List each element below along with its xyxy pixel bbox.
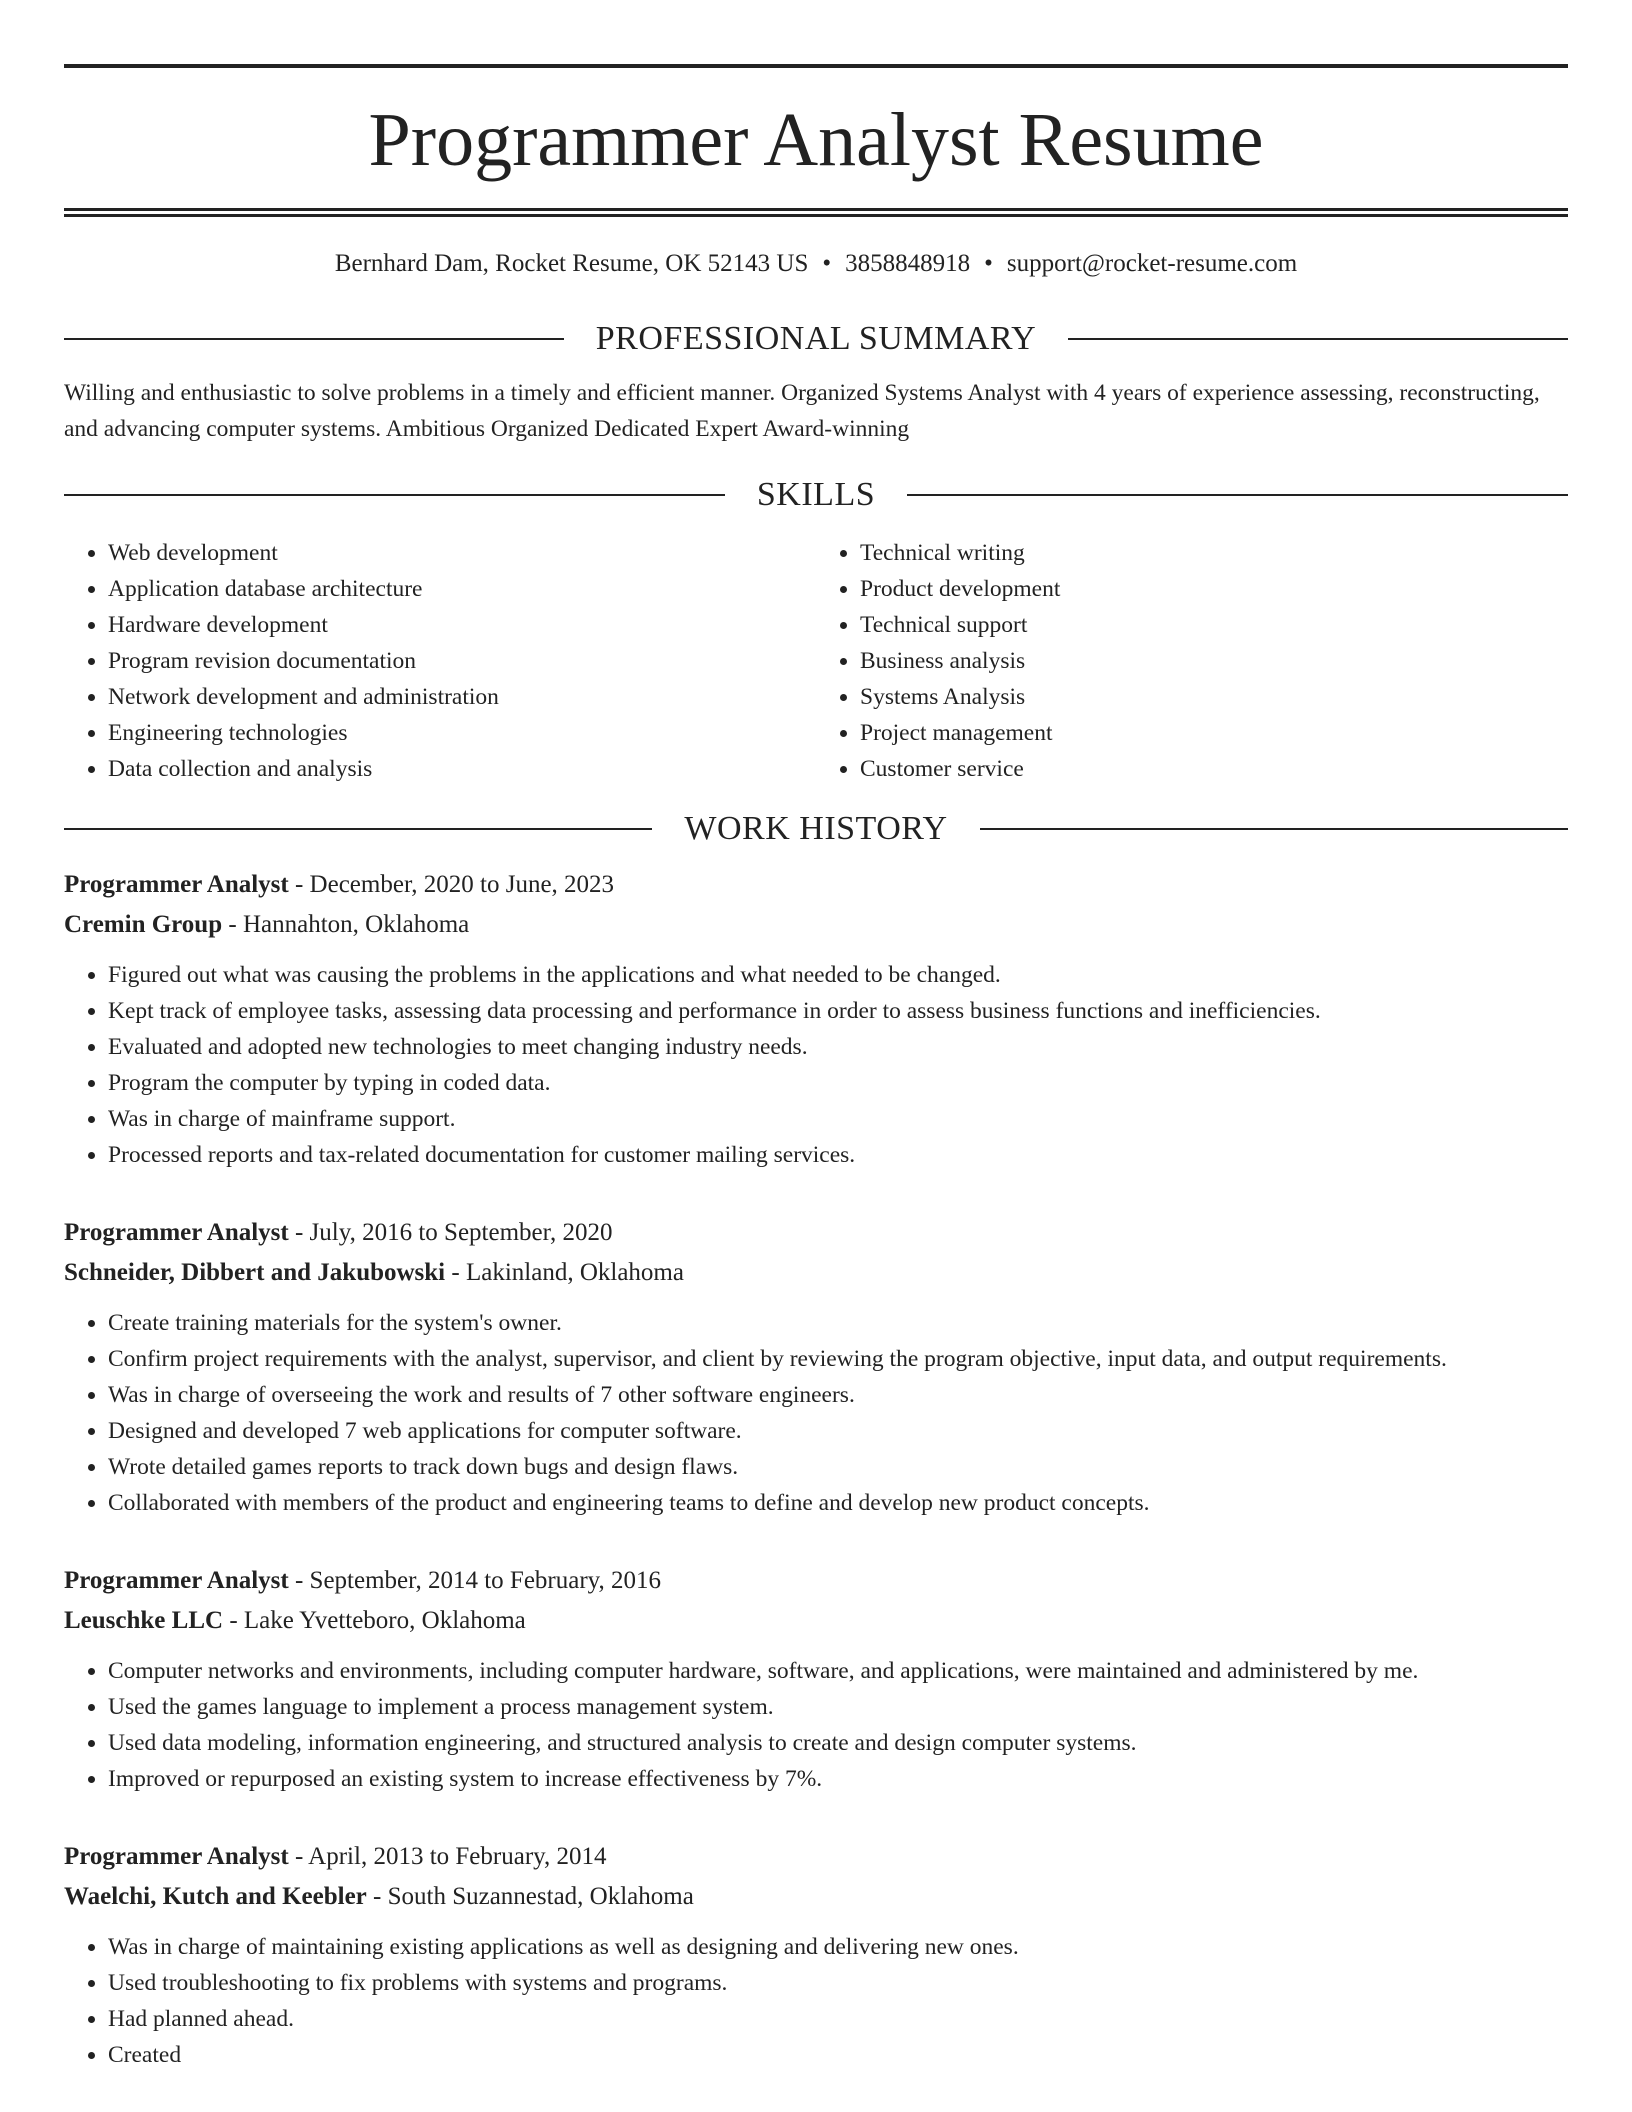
job-company-line (64, 1877, 1568, 1917)
job-bullet: • Was in charge of mainframe support. (108, 1101, 1568, 1137)
skill-item: • Customer service (860, 751, 1568, 787)
contact-email: support@rocket-resume.com (1006, 250, 1298, 277)
heading-rule-left (64, 338, 564, 340)
job-entry (64, 1837, 1568, 2073)
job-bullet: • Kept track of employee tasks, assessing data processing and performance in order to assess business functions and inefficiencies. (108, 993, 1568, 1029)
job-bullet: • Used troubleshooting to fix problems with systems and programs. (108, 1965, 1568, 2001)
job-company: Cremin Group (64, 911, 223, 938)
job-dates: - April, 2013 to February, 2014 (288, 1843, 607, 1870)
resume-title: Programmer Analyst Resume (368, 98, 1264, 182)
skills-heading (64, 475, 1568, 515)
skills-column-left (64, 535, 816, 787)
job-title-line (64, 1213, 1568, 1253)
heading-rule-left (64, 828, 652, 830)
job-company-line (64, 1253, 1568, 1293)
skill-item: • Web development (108, 535, 816, 571)
job-title-line (64, 1837, 1568, 1877)
title-double-rule (64, 208, 1568, 217)
job-location: - Lake Yvetteboro, Oklahoma (223, 1607, 526, 1634)
job-company: Schneider, Dibbert and Jakubowski (64, 1259, 446, 1286)
contact-line (64, 249, 1568, 279)
job-company: Leuschke LLC (64, 1607, 224, 1634)
professional-summary-text: Willing and enthusiastic to solve problems in a timely and efficient manner. Organized Systems Analyst with 4 years of experience assessing, reconstructing, and advancing computer systems. Ambitious Organized Dedicated Expert Award-winning (64, 380, 1540, 442)
skill-item: • Systems Analysis (860, 679, 1568, 715)
job-bullets (64, 1305, 1568, 1521)
job-entry (64, 1561, 1568, 1797)
job-bullets (64, 1653, 1568, 1797)
job-bullet: • Computer networks and environments, including computer hardware, software, and applications, were maintained and administered by me. (108, 1653, 1568, 1689)
job-location: - South Suzannestad, Oklahoma (366, 1883, 694, 1910)
job-bullet: • Program the computer by typing in coded data. (108, 1065, 1568, 1101)
top-rule (64, 64, 1568, 68)
job-location: - Hannahton, Oklahoma (222, 911, 470, 938)
section-heading-label: WORK HISTORY (684, 810, 948, 847)
job-bullet: • Create training materials for the system's owner. (108, 1305, 1568, 1341)
heading-rule-right (907, 494, 1568, 496)
job-title-line (64, 865, 1568, 905)
contact-separator: • (984, 250, 993, 277)
job-title: Programmer Analyst (64, 1567, 289, 1594)
professional-summary-heading (64, 319, 1568, 359)
job-location: - Lakinland, Oklahoma (445, 1259, 684, 1286)
job-bullet: • Evaluated and adopted new technologies to meet changing industry needs. (108, 1029, 1568, 1065)
heading-rule-right (1068, 338, 1568, 340)
job-entry (64, 865, 1568, 1173)
job-title-line (64, 1561, 1568, 1601)
contact-phone: 3858848918 (845, 250, 971, 277)
heading-rule-left (64, 494, 725, 496)
job-title: Programmer Analyst (64, 871, 289, 898)
skills-column-right (816, 535, 1568, 787)
job-bullet: • Figured out what was causing the problems in the applications and what needed to be changed. (108, 957, 1568, 993)
job-title: Programmer Analyst (64, 1843, 289, 1870)
skill-item: • Application database architecture (108, 571, 816, 607)
job-dates: - September, 2014 to February, 2016 (288, 1567, 662, 1594)
job-bullet: • Used data modeling, information engineering, and structured analysis to create and design computer systems. (108, 1725, 1568, 1761)
skill-item: • Business analysis (860, 643, 1568, 679)
skills-list (64, 535, 1568, 787)
job-bullet: • Confirm project requirements with the analyst, supervisor, and client by reviewing the program objective, input data, and output requirements. (108, 1341, 1568, 1377)
skill-item: • Hardware development (108, 607, 816, 643)
skill-item: • Data collection and analysis (108, 751, 816, 787)
contact-address: Bernhard Dam, Rocket Resume, OK 52143 US (334, 250, 809, 277)
job-bullet: • Wrote detailed games reports to track down bugs and design flaws. (108, 1449, 1568, 1485)
job-dates: - July, 2016 to September, 2020 (288, 1219, 613, 1246)
job-bullet: • Had planned ahead. (108, 2001, 1568, 2037)
job-bullet: • Was in charge of overseeing the work and results of 7 other software engineers. (108, 1377, 1568, 1413)
job-company-line (64, 1601, 1568, 1641)
job-bullet: • Designed and developed 7 web applications for computer software. (108, 1413, 1568, 1449)
skill-item: • Technical writing (860, 535, 1568, 571)
job-title: Programmer Analyst (64, 1219, 289, 1246)
resume-page (64, 64, 1568, 2073)
job-bullet: • Created (108, 2037, 1568, 2073)
job-bullet: • Was in charge of maintaining existing applications as well as designing and delivering new ones. (108, 1929, 1568, 1965)
job-entry (64, 1213, 1568, 1521)
job-bullets (64, 957, 1568, 1173)
skill-item: • Program revision documentation (108, 643, 816, 679)
skill-item: • Product development (860, 571, 1568, 607)
job-company-line (64, 905, 1568, 945)
job-dates: - December, 2020 to June, 2023 (288, 871, 615, 898)
job-bullet: • Used the games language to implement a process management system. (108, 1689, 1568, 1725)
job-company: Waelchi, Kutch and Keebler (64, 1883, 367, 1910)
section-heading-label: PROFESSIONAL SUMMARY (595, 320, 1037, 357)
skill-item: • Project management (860, 715, 1568, 751)
job-bullet: • Collaborated with members of the product and engineering teams to define and develop new product concepts. (108, 1485, 1568, 1521)
skill-item: • Engineering technologies (108, 715, 816, 751)
section-heading-label: SKILLS (756, 476, 876, 513)
job-bullets (64, 1929, 1568, 2073)
job-bullet: • Improved or repurposed an existing system to increase effectiveness by 7%. (108, 1761, 1568, 1797)
skill-item: • Technical support (860, 607, 1568, 643)
heading-rule-right (980, 828, 1568, 830)
contact-separator: • (822, 250, 832, 277)
work-history-heading (64, 809, 1568, 849)
job-bullet: • Processed reports and tax-related documentation for customer mailing services. (108, 1137, 1568, 1173)
skill-item: • Network development and administration (108, 679, 816, 715)
